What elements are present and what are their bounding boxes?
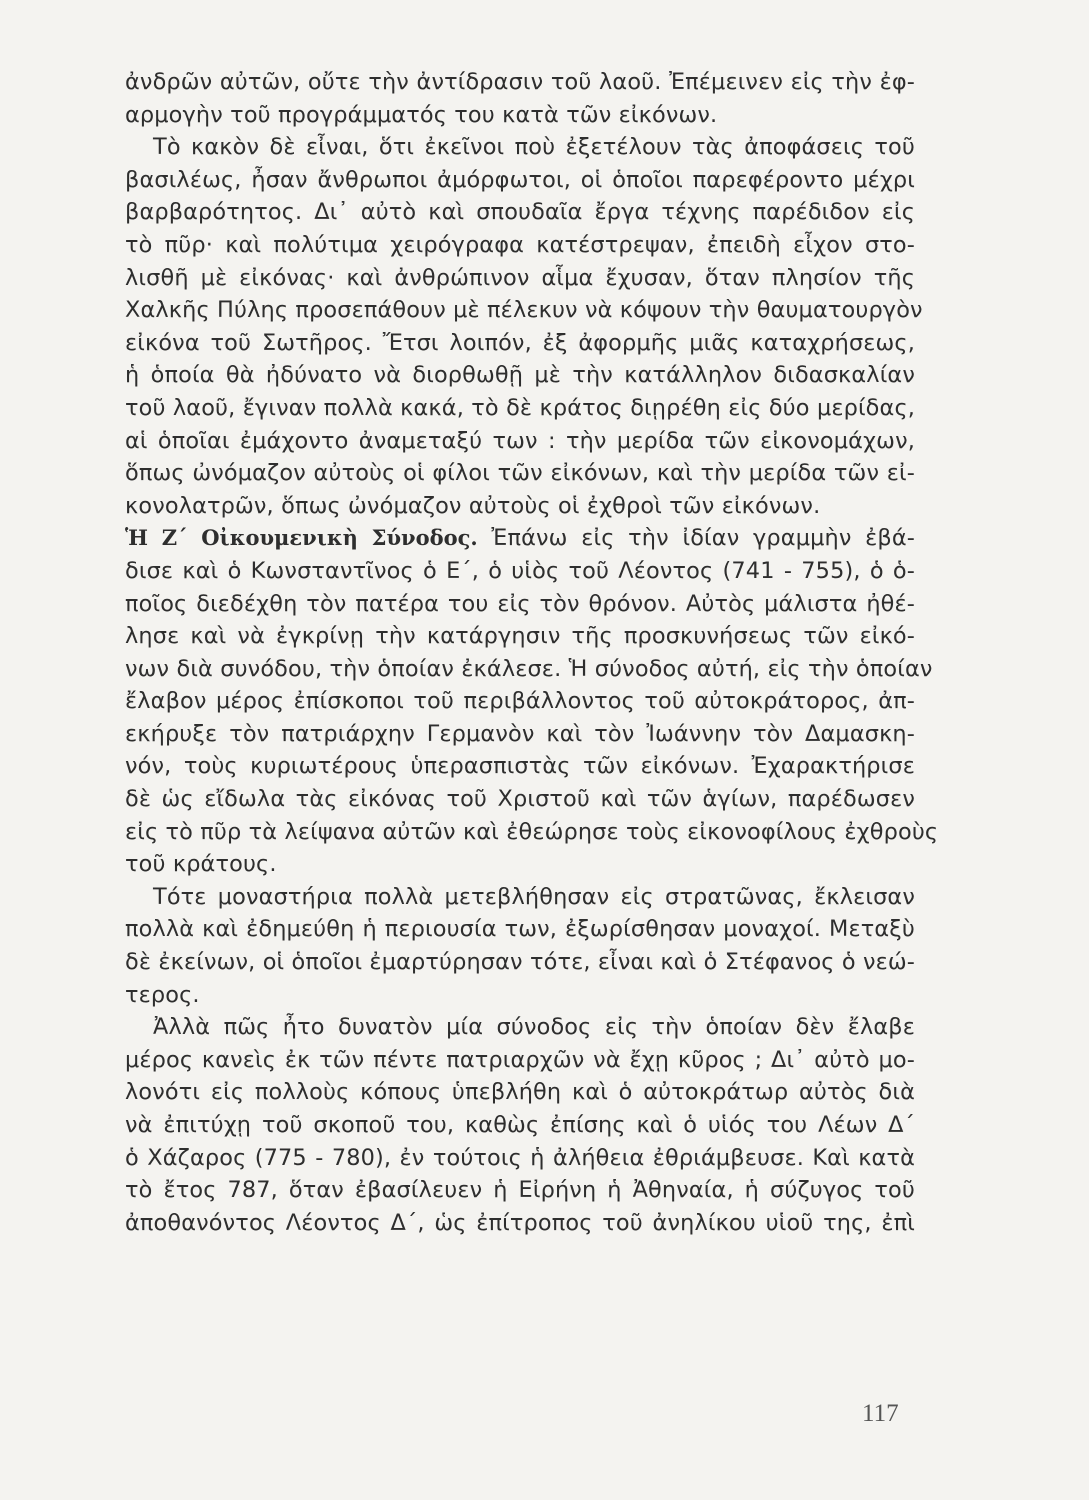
- text-line: εἰκόνα τοῦ Σωτῆρος. Ἔτσι λοιπόν, ἐξ ἀφορμῆς μιᾶς καταχρήσεως,: [125, 329, 915, 356]
- text-line: βασιλέως, ἦσαν ἄνθρωποι ἀμόρφωτοι, οἱ ὁποῖοι παρεφέροντο μέχρι: [125, 166, 915, 193]
- page-number: 117: [862, 1400, 899, 1427]
- text-line: ἀνδρῶν αὐτῶν, οὔτε τὴν ἀντίδρασιν τοῦ λαοῦ. Ἐπέμεινεν εἰς τὴν ἐφ-: [125, 69, 915, 95]
- text-line: Ἀλλὰ πῶς ἦτο δυνατὸν μία σύνοδος εἰς τὴν ὁποίαν δὲν ἔλαβε: [153, 1014, 915, 1041]
- text-line: τὸ ἔτος 787, ὅταν ἐβασίλευεν ἡ Εἰρήνη ἡ Ἀθηναία, ἡ σύζυγος τοῦ: [125, 1177, 915, 1204]
- text-line: λονότι εἰς πολλοὺς κόπους ὑπεβλήθη καὶ ὁ αὐτοκράτωρ αὐτὸς διὰ: [125, 1079, 915, 1106]
- section-heading: Ἡ Ζ΄ Οἰκουμενικὴ Σύνοδος.: [125, 525, 478, 551]
- text-line: λισθῆ μὲ εἰκόνας· καὶ ἀνθρώπινον αἷμα ἔχυσαν, ὅταν πλησίον τῆς: [125, 264, 915, 291]
- text-line: πολλὰ καὶ ἐδημεύθη ἡ περιουσία των, ἐξωρίσθησαν μοναχοί. Μεταξὺ: [125, 916, 915, 943]
- text-line: Τότε μοναστήρια πολλὰ μετεβλήθησαν εἰς στρατῶνας, ἔκλεισαν: [153, 883, 915, 910]
- text-line: ὁ Χάζαρος (775 - 780), ἐν τούτοις ἡ ἀλήθεια ἐθριάμβευσε. Καὶ κατὰ: [125, 1144, 915, 1171]
- text-line: ἡ ὁποία θὰ ἠδύνατο νὰ διορθωθῇ μὲ τὴν κατάλληλον διδασκαλίαν: [125, 362, 915, 389]
- text-line: αἱ ὁποῖαι ἐμάχοντο ἀναμεταξύ των : τὴν μερίδα τῶν εἰκονομάχων,: [125, 427, 915, 454]
- text-line: τὸ πῦρ· καὶ πολύτιμα χειρόγραφα κατέστρεψαν, ἐπειδὴ εἶχον στο-: [125, 231, 915, 258]
- text-line: τερος.: [125, 981, 200, 1008]
- section-heading-line: [125, 522, 915, 555]
- text-line: δὲ ὡς εἴδωλα τὰς εἰκόνας τοῦ Χριστοῦ καὶ τῶν ἁγίων, παρέδωσεν: [125, 786, 915, 813]
- text-line: δισε καὶ ὁ Κωνσταντῖνος ὁ Ε΄, ὁ υἱὸς τοῦ Λέοντος (741 - 755), ὁ ὁ-: [125, 557, 915, 584]
- text-line: νων διὰ συνόδου, τὴν ὁποίαν ἐκάλεσε. Ἡ σύνοδος αὐτή, εἰς τὴν ὁποίαν: [125, 655, 933, 682]
- text-line: τοῦ λαοῦ, ἔγιναν πολλὰ κακά, τὸ δὲ κράτος διῃρέθη εἰς δύο μερίδας,: [125, 394, 915, 421]
- text-line: βαρβαρότητος. Δι᾽ αὐτὸ καὶ σπουδαῖα ἔργα τέχνης παρέδιδον εἰς: [125, 199, 915, 226]
- text-line: νόν, τοὺς κυριωτέρους ὑπερασπιστὰς τῶν εἰκόνων. Ἐχαρακτήρισε: [125, 753, 915, 780]
- text-line: νὰ ἐπιτύχῃ τοῦ σκοποῦ του, καθὼς ἐπίσης καὶ ὁ υἱός του Λέων Δ΄: [125, 1112, 915, 1138]
- text-line: ἀποθανόντος Λέοντος Δ΄, ὡς ἐπίτροπος τοῦ ἀνηλίκου υἱοῦ της, ἐπὶ: [125, 1209, 915, 1236]
- text-line: ποῖος διεδέχθη τὸν πατέρα του εἰς τὸν θρόνον. Αὐτὸς μάλιστα ἠθέ-: [125, 590, 915, 617]
- text-line: αρμογὴν τοῦ προγράμματός του κατὰ τῶν εἰκόνων.: [125, 101, 718, 128]
- text-line: Τὸ κακὸν δὲ εἶναι, ὅτι ἐκεῖνοι ποὺ ἐξετέλουν τὰς ἀποφάσεις τοῦ: [153, 134, 915, 161]
- text-line: εἰς τὸ πῦρ τὰ λείψανα αὐτῶν καὶ ἐθεώρησε τοὺς εἰκονοφίλους ἐχθροὺς: [125, 818, 939, 845]
- text-line: μέρος κανεὶς ἐκ τῶν πέντε πατριαρχῶν νὰ ἔχῃ κῦρος ; Δι᾽ αὐτὸ μο-: [125, 1046, 915, 1073]
- text-line: ἔλαβον μέρος ἐπίσκοποι τοῦ περιβάλλοντος τοῦ αὐτοκράτορος, ἀπ-: [125, 688, 915, 715]
- body-text: [125, 66, 939, 1239]
- text-line: δὲ ἐκείνων, οἱ ὁποῖοι ἐμαρτύρησαν τότε, εἶναι καὶ ὁ Στέφανος ὁ νεώ-: [125, 949, 916, 976]
- text-line: εκήρυξε τὸν πατριάρχην Γερμανὸν καὶ τὸν Ἰωάννην τὸν Δαμασκη-: [125, 720, 915, 747]
- text-line: τοῦ κράτους.: [125, 851, 277, 878]
- text-line: κονολατρῶν, ὅπως ὠνόμαζον αὐτοὺς οἱ ἐχθροὶ τῶν εἰκόνων.: [125, 492, 821, 519]
- text-line: λησε καὶ νὰ ἐγκρίνῃ τὴν κατάργησιν τῆς προσκυνήσεως τῶν εἰκό-: [125, 623, 915, 650]
- text-line-rest: Ἐπάνω εἰς τὴν ἰδίαν γραμμὴν ἐβά-: [477, 525, 915, 552]
- text-line: ὅπως ὠνόμαζον αὐτοὺς οἱ φίλοι τῶν εἰκόνων, καὶ τὴν μερίδα τῶν εἰ-: [125, 460, 915, 487]
- text-line: Χαλκῆς Πύλης προσεπάθουν μὲ πέλεκυν νὰ κόψουν τὴν θαυματουργὸν: [125, 297, 923, 324]
